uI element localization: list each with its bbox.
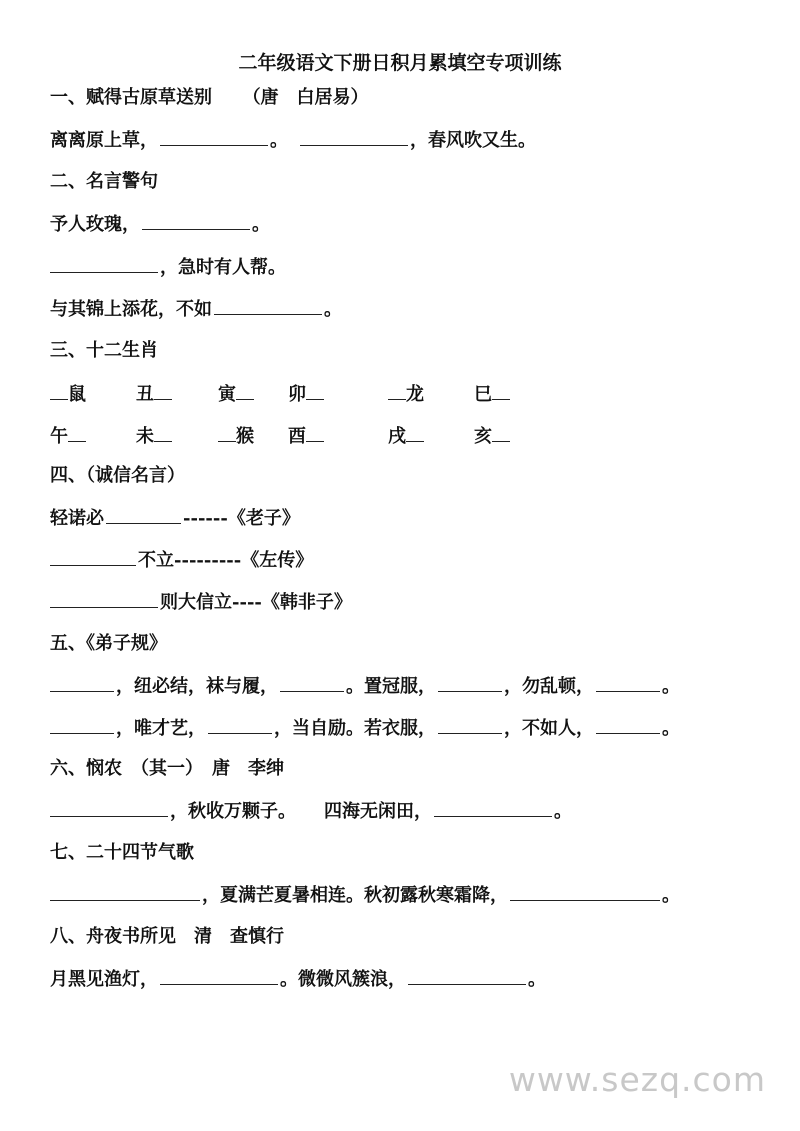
blank[interactable] xyxy=(596,715,660,734)
text: ，秋收万颗子。 xyxy=(170,801,296,822)
section-7-line xyxy=(50,882,760,909)
section-7-heading: 七、二十四节气歌 xyxy=(50,842,194,863)
blank[interactable] xyxy=(50,254,158,273)
zodiac-9 xyxy=(218,422,254,448)
text: 离离原上草， xyxy=(50,130,158,151)
blank[interactable] xyxy=(218,425,236,442)
text: ，急时有人帮。 xyxy=(160,257,286,278)
blank[interactable] xyxy=(388,383,406,400)
text: ，当自励。若衣服， xyxy=(274,718,436,739)
text: 四海无闲田， xyxy=(324,801,432,822)
text: 午 xyxy=(50,426,68,447)
text: 。置冠服， xyxy=(346,676,436,697)
text: 予人玫瑰， xyxy=(50,214,140,235)
blank[interactable] xyxy=(50,798,168,817)
section-3-heading: 三、十二生肖 xyxy=(50,340,158,361)
text: 龙 xyxy=(406,384,424,405)
zodiac-10 xyxy=(288,422,324,448)
text: ，不如人， xyxy=(504,718,594,739)
text: 巳 xyxy=(474,384,492,405)
blank[interactable] xyxy=(208,715,272,734)
section-4-heading: 四、（诚信名言） xyxy=(50,465,185,486)
section-5-heading: 五、《弟子规》 xyxy=(50,633,167,654)
blank[interactable] xyxy=(236,383,254,400)
section-4-line-2 xyxy=(50,547,760,574)
blank[interactable] xyxy=(50,882,200,901)
blank[interactable] xyxy=(50,589,158,608)
text: 。 xyxy=(554,801,572,822)
section-1-heading xyxy=(50,85,760,111)
text: ------《老子》 xyxy=(183,508,300,529)
text: 酉 xyxy=(288,426,306,447)
blank[interactable] xyxy=(306,425,324,442)
blank[interactable] xyxy=(214,296,322,315)
zodiac-8 xyxy=(136,422,172,448)
section-8-line xyxy=(50,966,760,993)
blank[interactable] xyxy=(106,505,181,524)
text: 。 xyxy=(252,214,270,235)
blank[interactable] xyxy=(50,383,68,400)
blank[interactable] xyxy=(408,966,526,985)
text: 。 xyxy=(662,885,680,906)
text: 。 xyxy=(270,130,288,151)
zodiac-4 xyxy=(288,380,324,406)
section-6-heading: 六、悯农 （其一） 唐 李绅 xyxy=(50,758,284,779)
blank[interactable] xyxy=(492,383,510,400)
blank[interactable] xyxy=(434,798,552,817)
blank[interactable] xyxy=(438,673,502,692)
zodiac-12 xyxy=(474,422,510,448)
section-1-title: 一、赋得古原草送别 xyxy=(50,87,212,108)
text: 与其锦上添花，不如 xyxy=(50,299,212,320)
text: 鼠 xyxy=(68,384,86,405)
blank[interactable] xyxy=(50,715,114,734)
section-8-heading: 八、舟夜书所见 清 查慎行 xyxy=(50,926,284,947)
zodiac-6 xyxy=(474,380,510,406)
blank[interactable] xyxy=(50,547,136,566)
text: ，春风吹又生。 xyxy=(410,130,536,151)
section-4-line-1 xyxy=(50,505,760,532)
blank[interactable] xyxy=(492,425,510,442)
text: 亥 xyxy=(474,426,492,447)
section-4-line-3 xyxy=(50,589,760,616)
text: 未 xyxy=(136,426,154,447)
text: 丑 xyxy=(136,384,154,405)
section-2-heading: 二、名言警句 xyxy=(50,171,158,192)
text: 。 xyxy=(528,969,546,990)
zodiac-3 xyxy=(218,380,254,406)
text: 。 xyxy=(662,718,680,739)
zodiac-2 xyxy=(136,380,172,406)
text: 寅 xyxy=(218,384,236,405)
blank[interactable] xyxy=(300,127,408,146)
text: 。 xyxy=(662,676,680,697)
blank[interactable] xyxy=(306,383,324,400)
text: 戌 xyxy=(388,426,406,447)
blank[interactable] xyxy=(50,673,114,692)
blank[interactable] xyxy=(154,425,172,442)
blank[interactable] xyxy=(68,425,86,442)
blank[interactable] xyxy=(160,127,268,146)
section-1-line xyxy=(50,127,760,154)
blank[interactable] xyxy=(160,966,278,985)
text: ，纽必结，袜与履， xyxy=(116,676,278,697)
blank[interactable] xyxy=(510,882,660,901)
text: 猴 xyxy=(236,426,254,447)
zodiac-7 xyxy=(50,422,86,448)
zodiac-5 xyxy=(388,380,424,406)
blank[interactable] xyxy=(596,673,660,692)
text: 。 xyxy=(324,299,342,320)
blank[interactable] xyxy=(154,383,172,400)
text: 则大信立----《韩非子》 xyxy=(160,592,352,613)
blank[interactable] xyxy=(406,425,424,442)
text: ，勿乱顿， xyxy=(504,676,594,697)
text: 轻诺必 xyxy=(50,508,104,529)
blank[interactable] xyxy=(142,211,250,230)
section-2-line-2 xyxy=(50,254,760,281)
section-2-line-3 xyxy=(50,296,760,323)
section-5-row-2 xyxy=(50,715,760,742)
zodiac-1 xyxy=(50,380,86,406)
section-6-line xyxy=(50,798,760,825)
blank[interactable] xyxy=(280,673,344,692)
section-5-row-1 xyxy=(50,673,760,700)
watermark: www.sezq.com xyxy=(508,1060,766,1099)
text: 不立---------《左传》 xyxy=(138,550,314,571)
text: 月黑见渔灯， xyxy=(50,969,158,990)
zodiac-11 xyxy=(388,422,424,448)
text: 卯 xyxy=(288,384,306,405)
text: ，唯才艺， xyxy=(116,718,206,739)
section-2-line-1 xyxy=(50,211,760,238)
section-1-author: （唐 白居易） xyxy=(242,87,369,108)
blank[interactable] xyxy=(438,715,502,734)
text: 。微微风簇浪， xyxy=(280,969,406,990)
page-title: 二年级语文下册日积月累填空专项训练 xyxy=(238,52,562,74)
text: ，夏满芒夏暑相连。秋初露秋寒霜降， xyxy=(202,885,508,906)
